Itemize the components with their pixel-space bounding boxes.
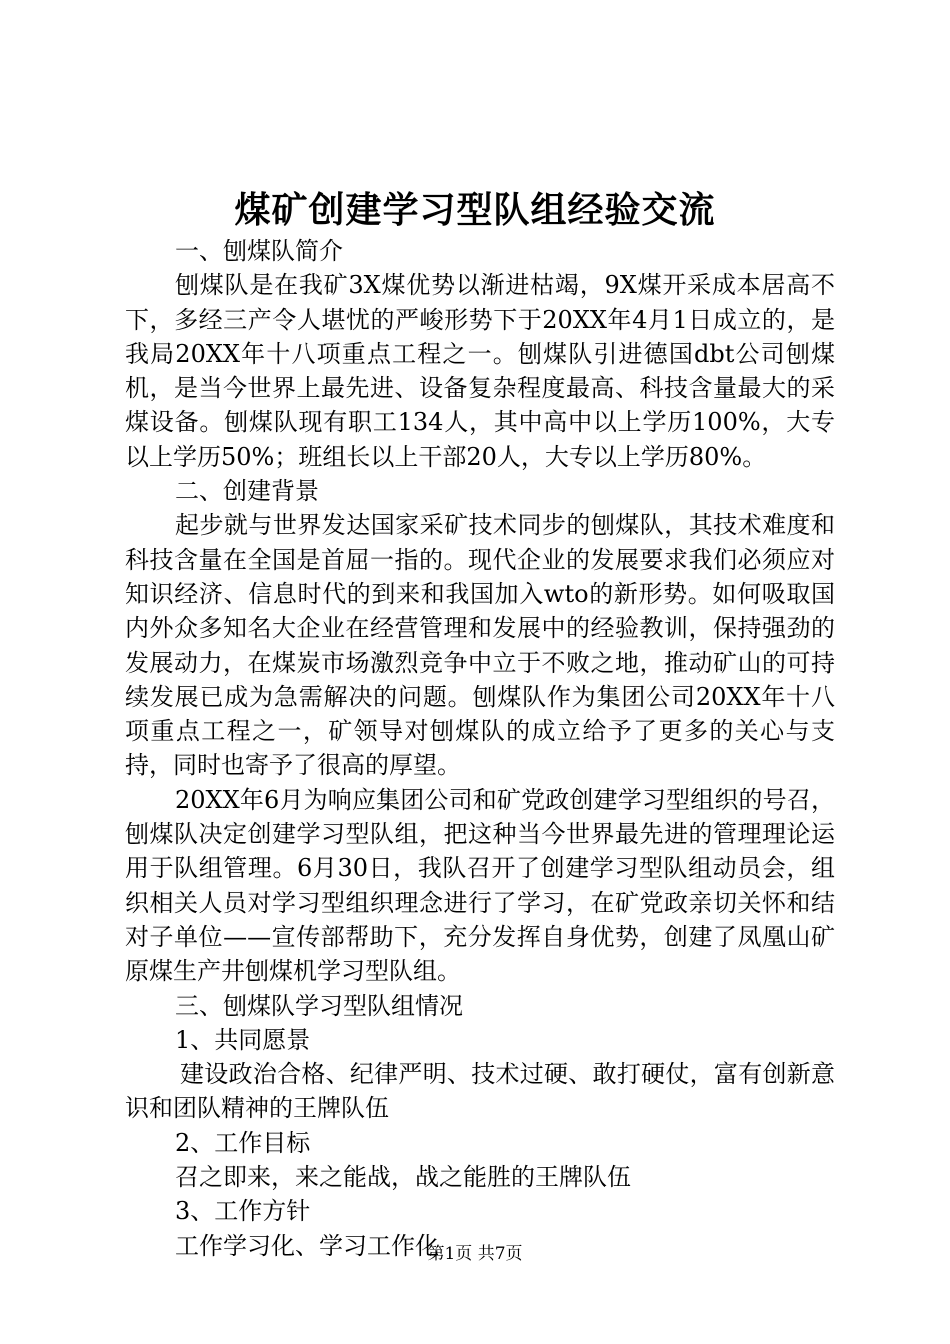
paragraph-background-1: 起步就与世界发达国家采矿技术同步的刨煤队，其技术难度和科技含量在全国是首屈一指的。现代企业的发展要求我们必须应对知识经济、信息时代的到来和我国加入wto的新形势。如何吸取国内外众多知名大企业在经营管理和发展中的经验教训，保持强劲的发展动力，在煤炭市场激烈竞争中立于不败之地，推动矿山的可持续发展已成为急需解决的问题。刨煤队作为集团公司20XX年十八项重点工程之一，矿领导对刨煤队的成立给予了更多的关心与支持，同时也寄予了很高的厚望。 bbox=[125, 511, 835, 780]
paragraph-shared-vision: 建设政治合格、纪律严明、技术过硬、敢打硬仗，富有创新意识和团队精神的王牌队伍 bbox=[125, 1060, 835, 1123]
paragraph-work-policy: 工作学习化、学习工作化 bbox=[175, 1231, 439, 1260]
section-heading-situation: 三、刨煤队学习型队组情况 bbox=[175, 991, 463, 1020]
document-title: 煤矿创建学习型队组经验交流 bbox=[234, 189, 716, 231]
subheading-work-policy: 3、工作方针 bbox=[175, 1197, 311, 1226]
paragraph-intro: 刨煤队是在我矿3X煤优势以渐进枯竭，9X煤开采成本居高不下，多经三产令人堪忧的严峻形势下于20XX年4月1日成立的，是我局20XX年十八项重点工程之一。刨煤队引进德国dbt公司刨煤机，是当今世界上最先进、设备复杂程度最高、科技含量最大的采煤设备。刨煤队现有职工134人，其中高中以上学历100%，大专以上学历50%；班组长以上干部20人，大专以上学历80%。 bbox=[125, 271, 835, 471]
page-number-footer: 第1页 共7页 bbox=[427, 1244, 523, 1264]
subheading-shared-vision: 1、共同愿景 bbox=[175, 1025, 311, 1054]
paragraph-work-goal: 召之即来，来之能战，战之能胜的王牌队伍 bbox=[175, 1163, 631, 1192]
paragraph-background-2: 20XX年6月为响应集团公司和矿党政创建学习型组织的号召，刨煤队决定创建学习型队组，把这种当今世界最先进的管理理论运用于队组管理。6月30日，我队召开了创建学习型队组动员会，组织相关人员对学习型组织理念进行了学习，在矿党政亲切关怀和结对子单位——宣传部帮助下，充分发挥自身优势，创建了凤凰山矿原煤生产井刨煤机学习型队组。 bbox=[125, 785, 835, 986]
section-heading-background: 二、创建背景 bbox=[175, 477, 319, 506]
document-body bbox=[125, 234, 835, 1263]
section-heading-intro: 一、刨煤队简介 bbox=[175, 237, 343, 265]
subheading-work-goal: 2、工作目标 bbox=[175, 1128, 311, 1157]
